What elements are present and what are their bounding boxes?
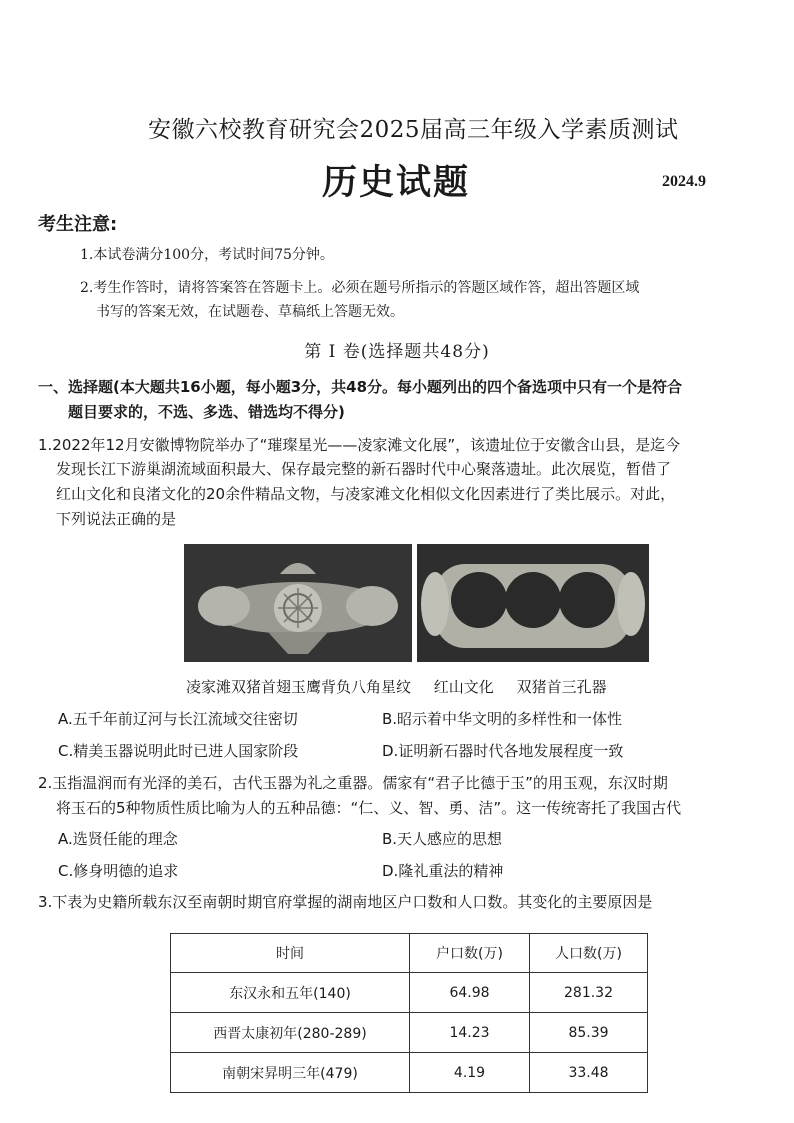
- q1-option-b: B.昭示着中华文明的多样性和一体性: [382, 710, 623, 728]
- notice-item-2: 2.考生作答时，请将答案答在答题卡上。必须在题号所指示的答题区域作答，超出答题区域: [80, 280, 640, 296]
- q2-text-line-1: 2.玉指温润而有光泽的美石，古代玉器为礼之重器。儒家有“君子比德于玉”的用玉观，东汉时期: [38, 774, 668, 792]
- table-header-row: [171, 934, 648, 973]
- q1-option-a: A.五千年前辽河与长江流域交往密切: [58, 710, 298, 728]
- table-cell: 64.98: [410, 973, 530, 1013]
- q1-option-d: D.证明新石器时代各地发展程度一致: [382, 742, 624, 760]
- image-caption: [186, 676, 625, 697]
- table-cell: 14.23: [410, 1013, 530, 1053]
- table-header-households: 户口数(万): [410, 934, 530, 973]
- table-cell: 东汉永和五年(140): [171, 973, 410, 1013]
- caption-hongshan: 红山文化: [433, 678, 494, 696]
- q1-text-line-1: 1.2022年12月安徽博物院举办了“璀璨星光——凌家滩文化展”，该遗址位于安徽含山县，是迄今: [38, 436, 681, 454]
- notice-heading: 考生注意:: [38, 214, 118, 235]
- table-cell: 西晋太康初年(280-289): [171, 1013, 410, 1053]
- table-cell: 33.48: [530, 1053, 648, 1093]
- exam-title: 安徽六校教育研究会2025届高三年级入学素质测试: [148, 117, 679, 143]
- section-title: 一、选择题(本大题共16小题，每小题3分，共48分。每小题列出的四个备选项中只有一个是符合: [38, 378, 683, 396]
- table-cell: 281.32: [530, 973, 648, 1013]
- table-cell: 4.19: [410, 1053, 530, 1093]
- three-hole-jade-photo: [417, 544, 649, 662]
- q3-text-line-1: 3.下表为史籍所载东汉至南朝时期官府掌握的湖南地区户口数和人口数。其变化的主要原因是: [38, 893, 653, 911]
- q1-text-line-3: 红山文化和良渚文化的20余件精品文物，与凌家滩文化相似文化因素进行了类比展示。对此，: [56, 485, 676, 503]
- table-row: [171, 1013, 648, 1053]
- subject-title: 历史试题: [322, 163, 471, 203]
- q2-option-d: D.隆礼重法的精神: [382, 862, 504, 880]
- q2-option-a: A.选贤任能的理念: [58, 830, 178, 848]
- notice-item-1: 1.本试卷满分100分，考试时间75分钟。: [80, 247, 334, 263]
- notice-item-2-cont: 书写的答案无效，在试题卷、草稿纸上答题无效。: [96, 304, 404, 320]
- q2-text-line-2: 将玉石的5种物质性质比喻为人的五种品德：“仁、义、智、勇、洁”。这一传统寄托了我国古代: [56, 799, 682, 817]
- caption-three-hole: 双猪首三孔器: [516, 678, 607, 696]
- table-cell: 南朝宋昇明三年(479): [171, 1053, 410, 1093]
- q1-text-line-4: 下列说法正确的是: [56, 510, 177, 528]
- table-cell: 85.39: [530, 1013, 648, 1053]
- table-header-population: 人口数(万): [530, 934, 648, 973]
- table-row: [171, 1053, 648, 1093]
- table-row: [171, 973, 648, 1013]
- caption-lingjiatan: 凌家滩双猪首翅玉鹰背负八角星纹: [186, 678, 412, 696]
- q1-option-c: C.精美玉器说明此时已进人国家阶段: [58, 742, 299, 760]
- q2-option-c: C.修身明德的追求: [58, 862, 179, 880]
- population-table: [170, 933, 648, 1093]
- table-header-time: 时间: [171, 934, 410, 973]
- exam-date: 2024.9: [662, 173, 706, 190]
- volume-title: 第 I 卷(选择题共48分): [304, 342, 490, 362]
- jade-eagle-photo: [184, 544, 412, 662]
- q2-option-b: B.天人感应的思想: [382, 830, 503, 848]
- section-title-cont: 题目要求的，不选、多选、错选均不得分): [68, 403, 345, 421]
- q1-text-line-2: 发现长江下游巢湖流域面积最大、保存最完整的新石器时代中心聚落遗址。此次展览，暂借了: [56, 460, 672, 478]
